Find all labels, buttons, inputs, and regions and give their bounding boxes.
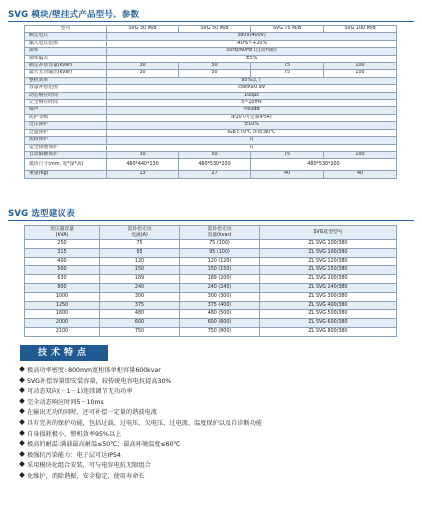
selection-header-cell: SVG选型型号 (260, 226, 397, 240)
spec-row-value: IP20 (可定制IP54) (107, 114, 397, 121)
selection-cell: 315 (25, 248, 100, 257)
selection-header-cell: 需补偿无功 电流(A) (100, 226, 180, 240)
selection-cell: 2100 (25, 327, 100, 336)
spec-row-value: cosΦ≥0.99 (107, 85, 397, 92)
spec-row-value: 100 (324, 63, 397, 70)
spec-header-col: SVG 50 M/B (179, 26, 251, 33)
spec-row-label: 整机效率 (25, 77, 107, 84)
spec-row-label: 噪声 (25, 107, 107, 114)
selection-cell: ZL SVG 400/380 (260, 301, 397, 310)
spec-row-value: ±10% (107, 122, 397, 129)
selection-cell: 1000 (25, 292, 100, 301)
selection-cell: ZL SVG 300/380 (260, 292, 397, 301)
spec-row (25, 70, 397, 77)
feature-item (20, 472, 412, 483)
selection-row (25, 257, 397, 266)
feature-text: 完全动态响应时间5－10ms (27, 398, 104, 406)
feature-item (20, 440, 412, 451)
spec-row (25, 85, 397, 92)
diamond-bullet-icon (19, 398, 25, 404)
feature-item (20, 461, 412, 472)
feature-item (20, 377, 412, 388)
selection-cell: 75 (100) (180, 240, 260, 249)
spec-table (24, 25, 397, 179)
feature-item (20, 387, 412, 398)
spec-row-value: 5~10ms (107, 100, 397, 107)
spec-row-value: ±5% (107, 55, 397, 62)
spec-header-col: SVG 100 M/B (324, 26, 397, 33)
selection-cell: ZL SVG 200/380 (260, 275, 397, 284)
selection-cell: 400 (25, 257, 100, 266)
selection-row (25, 275, 397, 284)
selection-row (25, 319, 397, 328)
spec-row (25, 151, 397, 158)
diamond-bullet-icon (19, 440, 25, 446)
selection-cell: 150 (100, 266, 180, 275)
selection-cell: 600 (600) (180, 319, 260, 328)
spec-row (25, 137, 397, 144)
selection-section-title: SVG 选型建议表 (8, 209, 75, 219)
spec-row-value: 40 (324, 171, 397, 178)
spec-row-value: 有 (107, 137, 397, 144)
selection-row (25, 240, 397, 249)
selection-cell: 500 (25, 266, 100, 275)
selection-cell: ZL SVG 100/380 (260, 248, 397, 257)
spec-row-value: 75 (251, 151, 324, 158)
selection-row (25, 283, 397, 292)
spec-row (25, 114, 397, 121)
spec-row-label: 容量补偿范围 (25, 85, 107, 92)
spec-row-value: 有 (107, 144, 397, 151)
spec-row-label: 频率偏差 (25, 55, 107, 62)
spec-row (25, 171, 397, 178)
selection-cell: ZL SVG 100/380 (260, 240, 397, 249)
spec-row (25, 77, 397, 84)
feature-text: 在输出无功的同时，还可补偿一定量的谐波电流 (27, 409, 157, 417)
selection-cell: 1600 (25, 310, 100, 319)
feature-text: 免维护，消除谐振，安全稳定，使用寿命长 (27, 472, 145, 480)
selection-cell: 300 (100, 292, 180, 301)
selection-cell: 750 (800) (180, 327, 260, 336)
selection-cell: ZL SVG 120/380 (260, 257, 397, 266)
spec-row (25, 100, 397, 107)
diamond-bullet-icon (19, 387, 25, 393)
diamond-bullet-icon (19, 430, 25, 436)
spec-header-col: SVG 75 M/B (251, 26, 324, 33)
feature-item (20, 419, 412, 430)
selection-cell: 240 (100, 283, 180, 292)
selection-cell: 120 (120) (180, 257, 260, 266)
feature-text: 极高的耐温:满载最高耐温≤50℃；最高环境温度≤60℃ (27, 441, 181, 449)
spec-row-label: 输入电压范围 (25, 40, 107, 47)
selection-header-cell: 变压器容量 (kVA) (25, 226, 100, 240)
feature-item (20, 408, 412, 419)
selection-cell: 240 (240) (180, 283, 260, 292)
selection-cell: ZL SVG 150/380 (260, 266, 397, 275)
spec-dim-value: 480*530*200 (179, 159, 251, 171)
selection-cell: 600 (100, 319, 180, 328)
spec-row-value: 100 (324, 70, 397, 77)
spec-row-value: IGBT:70℃ 环境:80℃ (107, 129, 397, 136)
feature-text: 采用模块化组合安装，可与电容电抗无限组合 (27, 462, 151, 470)
spec-section-title: SVG 模块/壁挂式产品型号、参数 (8, 10, 140, 20)
spec-row-label: 重量(Kg) (25, 171, 107, 178)
feature-text: 具有完善的保护功能，包括过载、过电压、欠电压、过电流、温度保护以及自诊断功能 (27, 419, 263, 427)
spec-row-label: 频率 (25, 48, 107, 55)
selection-cell: 375 (400) (180, 301, 260, 310)
spec-row (25, 40, 397, 47)
selection-cell: 189 (100, 275, 180, 284)
spec-row-value: 40 (251, 171, 324, 178)
feature-text: 极高功率密度: 800mm宽柜体单柜容量600kvar (27, 367, 161, 374)
spec-row-label: 防护等级 (25, 114, 107, 121)
selection-cell: 375 (100, 301, 180, 310)
selection-cell: 95 (100, 248, 180, 257)
diamond-bullet-icon (19, 366, 25, 372)
selection-row (25, 292, 397, 301)
feature-item (20, 366, 412, 377)
spec-row-label: 模块尺寸(mm, 宽*深*高) (25, 159, 107, 171)
selection-row (25, 327, 397, 336)
spec-row-label: 额定电压 (25, 33, 107, 40)
spec-row-value: 50 (179, 70, 251, 77)
spec-header-model: 型号 (25, 26, 107, 33)
selection-row (25, 301, 397, 310)
feature-text: 可动态双向(－1－1)连续调节无功功率 (27, 388, 133, 396)
spec-row-value: 100μs (107, 92, 397, 99)
spec-row-value: -40%~+20% (107, 40, 397, 47)
selection-row (25, 310, 397, 319)
spec-header-row (25, 26, 397, 33)
selection-cell: ZL SVG 240/380 (260, 283, 397, 292)
selection-cell: 300 (300) (180, 292, 260, 301)
spec-dim-value: 480*530*200 (251, 159, 397, 171)
spec-row-label: 安全接地保护 (25, 144, 107, 151)
diamond-bullet-icon (19, 419, 25, 425)
spec-row-value: 13 (107, 171, 179, 178)
selection-cell: ZL SVG 500/380 (260, 310, 397, 319)
selection-cell: 75 (100, 240, 180, 249)
spec-row (25, 122, 397, 129)
selection-row (25, 248, 397, 257)
spec-row-value: 30 (107, 70, 179, 77)
spec-row-label: 过温保护 (25, 129, 107, 136)
spec-row-value: 50Hz/60Hz (自动判断) (107, 48, 397, 55)
spec-row (25, 48, 397, 55)
spec-row (25, 63, 397, 70)
spec-row-value: 50 (179, 63, 251, 70)
feature-text: 自身损耗极小，整机效率95%以上 (27, 430, 122, 438)
spec-row-label: 过压保护 (25, 122, 107, 129)
spec-row-value: 30 (107, 151, 179, 158)
spec-row-value: 75 (251, 70, 324, 77)
spec-row (25, 92, 397, 99)
diamond-bullet-icon (19, 462, 25, 468)
spec-row-label: 最大无功输出(kvar) (25, 70, 107, 77)
selection-cell: 480 (500) (180, 310, 260, 319)
spec-row (25, 129, 397, 136)
diamond-bullet-icon (19, 377, 25, 383)
diamond-bullet-icon (19, 409, 25, 415)
selection-cell: 189 (200) (180, 275, 260, 284)
selection-cell: 150 (150) (180, 266, 260, 275)
feature-text: 极强抗污染能力：电子层可达IP54 (27, 451, 121, 459)
selection-table (24, 225, 397, 337)
selection-cell: 750 (100, 327, 180, 336)
spec-row-value: 50 (179, 151, 251, 158)
feature-text: SVG补偿容量即安装容量，较传统电容电抗提高30% (27, 377, 172, 385)
selection-cell: 95 (100) (180, 248, 260, 257)
selection-cell: 480 (100, 310, 180, 319)
spec-row (25, 144, 397, 151)
selection-cell: 120 (100, 257, 180, 266)
spec-row (25, 159, 397, 171)
spec-row (25, 55, 397, 62)
spec-dim-value: 480*440*130 (107, 159, 179, 171)
spec-row (25, 107, 397, 114)
spec-row-value: <60dB (107, 107, 397, 114)
selection-header-row (25, 226, 397, 240)
spec-header-col: SVG 30 M/B (107, 26, 179, 33)
spec-row-value: 95%以上 (107, 77, 397, 84)
feature-item (20, 398, 412, 409)
features-list (20, 366, 412, 483)
spec-row-label: 动态响应时间 (25, 92, 107, 99)
selection-cell: 250 (25, 240, 100, 249)
selection-title-divider (8, 220, 414, 221)
selection-cell: 1250 (25, 301, 100, 310)
spec-row-label: 短路保护 (25, 137, 107, 144)
spec-row-label: 自动限额保护 (25, 151, 107, 158)
spec-row-value: 30 (107, 63, 179, 70)
spec-row-value: 75 (251, 63, 324, 70)
feature-item (20, 430, 412, 441)
spec-row-value: 27 (179, 171, 251, 178)
spec-title-divider (8, 21, 414, 22)
spec-row-value: 380V(400V) (107, 33, 397, 40)
selection-cell: 800 (25, 283, 100, 292)
spec-row-value: 100 (324, 151, 397, 158)
selection-header-cell: 需补偿无功 容量(kvar) (180, 226, 260, 240)
selection-cell: ZL SVG 800/380 (260, 327, 397, 336)
diamond-bullet-icon (19, 472, 25, 478)
spec-row-label: 完全响应时间 (25, 100, 107, 107)
selection-cell: 630 (25, 275, 100, 284)
spec-row-label: 额定补偿容量(kvar) (25, 63, 107, 70)
diamond-bullet-icon (19, 451, 25, 457)
selection-cell: 2000 (25, 319, 100, 328)
features-title: 技术特点 (20, 345, 108, 361)
spec-row (25, 33, 397, 40)
selection-cell: ZL SVG 600/380 (260, 319, 397, 328)
selection-row (25, 266, 397, 275)
feature-item (20, 451, 412, 462)
